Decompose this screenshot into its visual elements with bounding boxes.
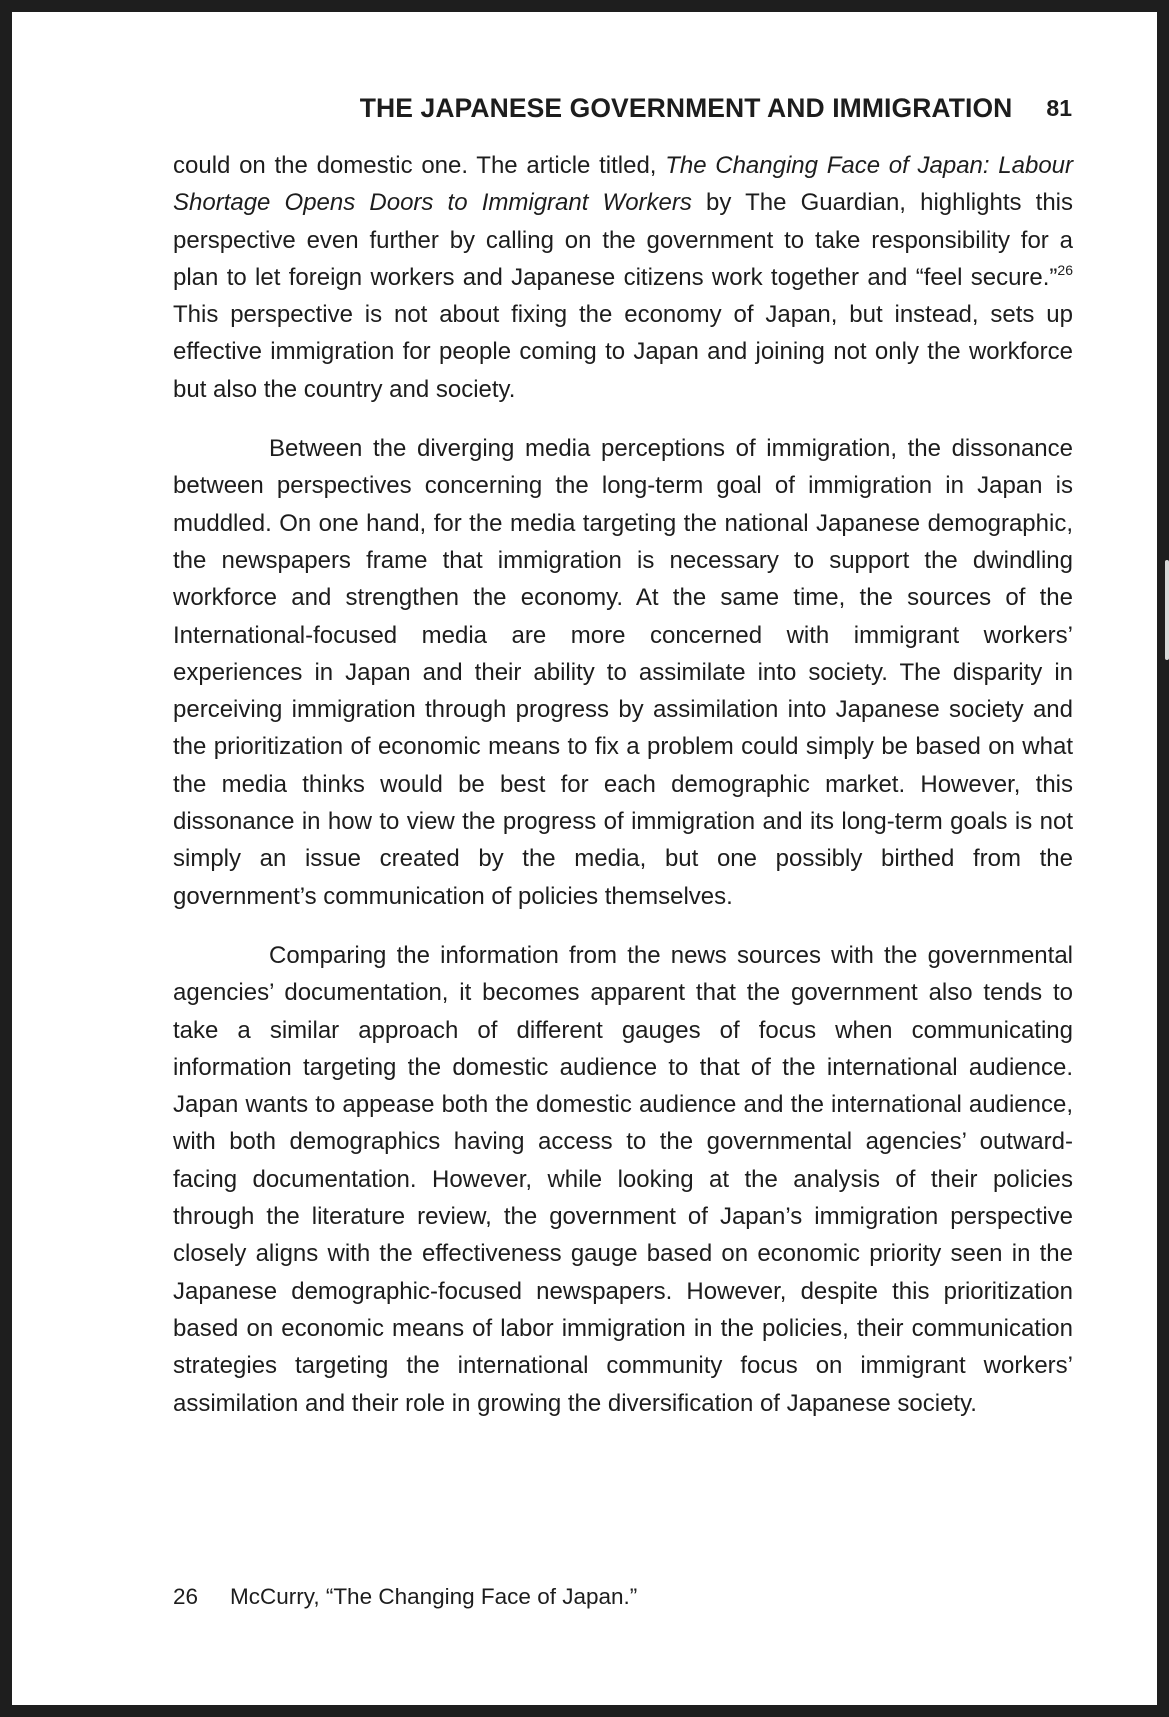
footnote-text: McCurry, “The Changing Face of Japan.” (230, 1584, 638, 1609)
footnote (173, 1584, 637, 1610)
paragraph-1 (173, 147, 1073, 408)
footnote-reference[interactable]: 26 (1057, 261, 1073, 278)
footnote-number: 26 (173, 1584, 199, 1609)
paragraph-3: Comparing the information from the news sources with the governmental agencies’ documentation, it becomes apparent that the government also tends to take a similar approach of different gauges of focus when communicating information targeting the domestic audience to that of the international audience. Japan wants to appease both the domestic audience and the international audience, with both demographics having access to the governmental agencies’ outward-facing documentation. However, while looking at the analysis of their policies through the literature review, the government of Japan’s immigration perspective closely aligns with the effectiveness gauge based on economic priority seen in the Japanese demographic-focused newspapers. However, despite this prioritization based on economic means of labor immigration in the policies, their communication strategies targeting the international community focus on immigrant workers’ assimilation and their role in growing the diversification of Japanese society. (173, 941, 1073, 1417)
running-header (162, 88, 1072, 128)
paragraph-2: Between the diverging media perceptions of immigration, the dissonance between perspectives concerning the long-term goal of immigration in Japan is muddled. On one hand, for the media targeting the national Japanese demographic, the newspapers frame that immigration is necessary to support the dwindling workforce and strengthen the economy. At the same time, the sources of the International-focused media are more concerned with immigrant workers’ experiences in Japan and their ability to assimilate into society. The disparity in perceiving immigration through progress by assimilation into Japanese society and the prioritization of economic means to fix a problem could simply be based on what the media thinks would be best for each demographic market. However, this dissonance in how to view the progress of immigration and its long-term goals is not simply an issue created by the media, but one possibly birthed from the government’s communication of policies themselves. (173, 435, 1073, 910)
article-title: The Changing Face of Japan: Labour Shortage Opens Doors to Immigrant Workers (173, 152, 1074, 217)
running-title: THE JAPANESE GOVERNMENT AND IMMIGRATION (359, 92, 1013, 123)
scrollbar-handle[interactable] (1165, 560, 1169, 660)
document-page (12, 12, 1157, 1705)
paragraph-1-text-start: could on the domestic one. The article titled, (173, 152, 666, 179)
body-text (173, 147, 1073, 1422)
page-number: 81 (1046, 94, 1072, 121)
paragraph-1-text-end: This perspective is not about fixing the economy of Japan, but instead, sets up effective immigration for people coming to Japan and joining not only the workforce but also the country and society. (173, 301, 1073, 403)
paragraph-1-text-middle: by The Guardian, highlights this perspective even further by calling on the government to take responsibility for a plan to let foreign workers and Japanese citizens work together and “feel secure.” (173, 189, 1073, 291)
